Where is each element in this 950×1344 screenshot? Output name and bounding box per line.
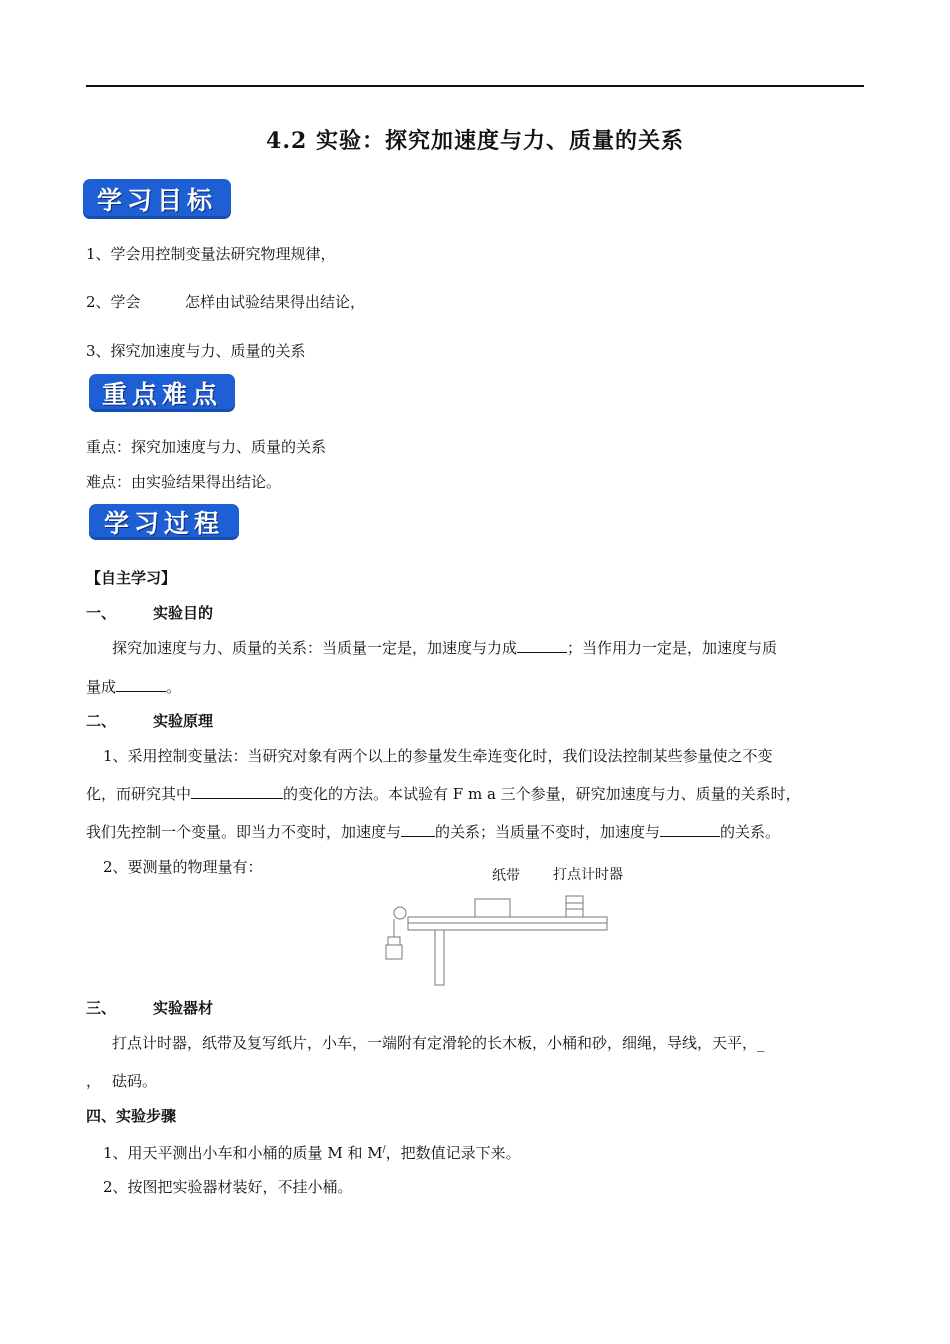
cart [475,899,510,917]
step-1-prime: / [382,1145,386,1155]
step-1-text-a: 1、用天平测出小车和小桶的质量 M 和 M [103,1144,383,1162]
apparatus-diagram [380,890,620,990]
badge-learning-goals: 学习目标 [83,179,231,219]
equipment-line-1 [112,1033,765,1053]
principle-p2-a: 化，而研究其中 [86,785,192,803]
goal-3: 3、探究加速度与力、质量的关系 [86,342,306,360]
blank-mass-relation[interactable] [116,677,166,692]
purpose-text-d: 。 [166,678,182,696]
blank-constant-force[interactable] [401,822,435,837]
section-1-heading: 实验目的 [153,604,214,622]
principle-p1: 1、采用控制变量法：当研究对象有两个以上的参量发生牵连变化时，我们设法控制某些参量使之不变 [103,747,773,765]
equipment-line-2 [86,1071,101,1091]
key-focus: 重点：探究加速度与力、质量的关系 [86,438,327,456]
section-1-number: 一、 [86,604,117,622]
self-study-heading: 【自主学习】 [86,569,177,587]
principle-p4: 2、要测量的物理量有： [103,858,263,876]
badge-key-points: 重点难点 [89,374,235,412]
timer-device [566,896,583,917]
key-difficulty: 难点：由实验结果得出结论。 [86,473,282,491]
section-3-heading: 实验器材 [153,999,214,1017]
equipment-list: 打点计时器，纸带及复写纸片，小车，一端附有定滑轮的长木板，小桶和砂，细绳，导线，天平， [112,1034,758,1052]
table-leg [435,930,444,985]
blank-research-variable[interactable] [191,784,283,799]
blank-force-relation[interactable] [517,638,567,653]
equipment-comma: ， [86,1072,102,1090]
step-2: 2、按图把实验器材装好，不挂小桶。 [103,1178,353,1196]
badge-learning-process: 学习过程 [89,504,239,540]
purpose-line-2 [86,677,181,697]
purpose-line-1 [112,638,777,658]
section-3-number: 三、 [86,999,117,1017]
principle-p3-a: 我们先控制一个变量。即当力不变时，加速度与 [86,823,402,841]
principle-p3 [86,822,780,842]
equipment-blank-mark: _ [757,1034,765,1052]
purpose-text-b: ；当作用力一定是，加速度与质 [567,639,778,657]
section-2-heading: 实验原理 [153,712,214,730]
purpose-text-c: 量成 [86,678,117,696]
document-title: 4.2 实验：探究加速度与力、质量的关系 [266,128,684,154]
figure-label-paper-tape: 纸带 [492,868,520,884]
goal-2-prefix: 2、学会 [86,293,141,311]
weight-top [388,937,400,945]
figure-label-timer: 打点计时器 [553,867,623,883]
principle-p2 [86,784,801,804]
section-2-number: 二、 [86,712,117,730]
purpose-text-a: 探究加速度与力、质量的关系：当质量一定是，加速度与力成 [112,639,518,657]
principle-p3-b: 的关系；当质量不变时，加速度与 [435,823,661,841]
principle-p2-b: 的变化的方法。本试验有 F m a 三个参量，研究加速度与力、质量的关系时， [283,785,801,803]
goal-1: 1、学会用控制变量法研究物理规律， [86,245,336,263]
equipment-weights: 砝码。 [112,1072,158,1090]
blank-constant-mass[interactable] [660,822,720,837]
pulley [394,907,406,919]
goal-2-text: 怎样由试验结果得出结论， [185,293,366,311]
principle-p3-c: 的关系。 [720,823,781,841]
section-4-heading: 四、实验步骤 [86,1107,177,1125]
bucket [386,945,402,959]
step-1 [103,1140,521,1163]
step-1-text-b: ，把数值记录下来。 [385,1144,521,1162]
header-rule [86,85,864,87]
